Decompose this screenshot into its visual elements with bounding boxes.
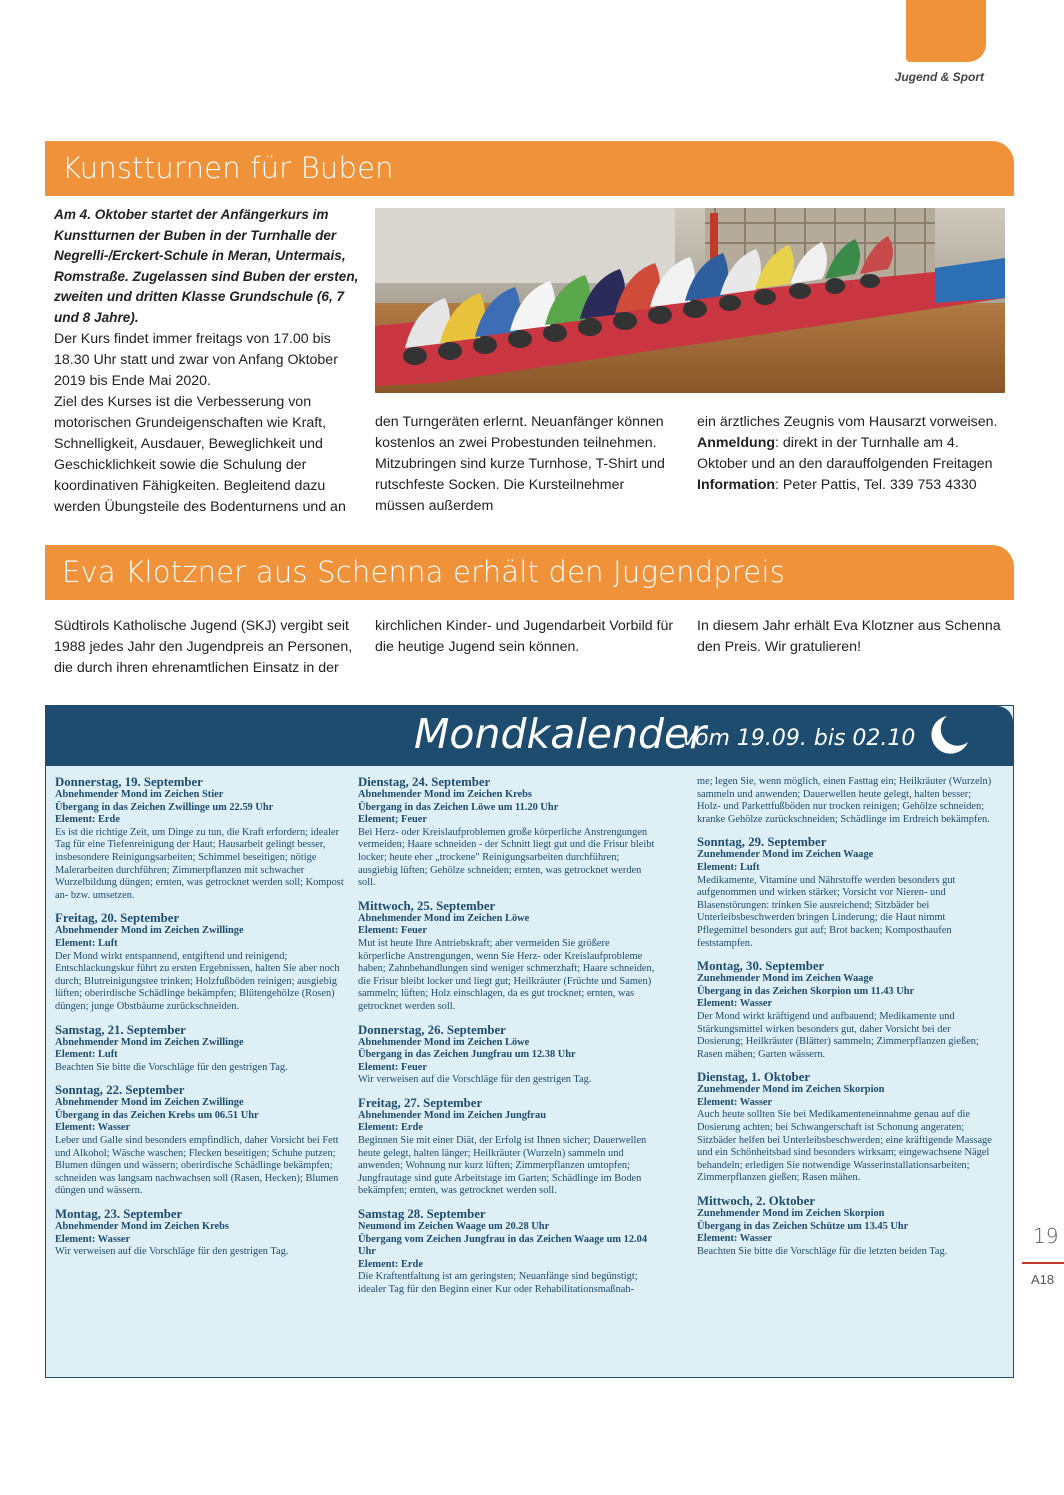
entry-moon-info: Element: Luft [55, 1049, 118, 1061]
entry-description: Beachten Sie bitte die Vorschläge für die letzten beiden Tag. [697, 1245, 948, 1257]
entry-moon-info: Element: Wasser [697, 998, 773, 1010]
article1-column-1 [54, 205, 360, 518]
mondkalender-entry [55, 911, 355, 1013]
entry-description: Wir verweisen auf die Vorschläge für den gestrigen Tag. [358, 1074, 592, 1086]
entry-moon-info: Element: Feuer [358, 925, 427, 937]
mondkalender-entry [697, 1194, 997, 1258]
article1-paragraph-1: Der Kurs findet immer freitags von 17.00 bis 18.30 Uhr statt und zwar von Anfang Oktober 2019 bis Ende Mai 2020. [54, 330, 338, 389]
entry-description: Der Mond wirkt kräftigend und aufbauend; Medikamente und Stärkungsmittel wirken besonders gut, daher Vorsicht bei der Dosierung; Heilkräuter (Blätter) sammeln; Zimmerpflanzen gießen; Rasen mähen; Garten wässern. [697, 1010, 979, 1060]
mondkalender-entry [358, 899, 658, 1014]
entry-moon-info: Element: Luft [55, 937, 118, 949]
entry-day-heading: Mittwoch, 25. September [358, 898, 496, 913]
section-label: Jugend & Sport [894, 70, 984, 84]
article1-column-2: den Turngeräten erlernt. Neuanfänger können kostenlos an zwei Probestunden teilnehmen. Mitzubringen sind kurze Turnhose, T-Shirt und rutschfeste Socken. Die Kursteilnehmer müssen außerdem [375, 414, 665, 514]
entry-description: Mut ist heute Ihre Antriebskraft; aber vermeiden Sie größere körperliche Anstrengungen, wenn Sie Herz- oder Kreislaufprobleme haben; Zahnbehandlungen sind weniger schmerzhaft; Haare schneiden, die Frisur bleibt locker und liegt gut; Heilkräuter (Früchte und Samen) sammeln; lüften; Holz einschlagen, da es gut trocknet; ernten, was getrocknet werden soll. [358, 937, 655, 1012]
anmeldung-text: : direkt in der Turnhalle am 4. Oktober und an den darauffolgenden Freitagen [697, 435, 993, 472]
mondkalender-entry [358, 1096, 658, 1198]
page-number: 19 [1033, 1224, 1059, 1248]
entry-moon-info: Übergang vom Zeichen Jungfrau in das Zeichen Waage um 12.04 Uhr [358, 1233, 648, 1258]
entry-moon-info: Übergang in das Zeichen Krebs um 06.51 Uhr [55, 1109, 259, 1121]
gymnastics-photo-illustration [375, 208, 1005, 393]
entry-description: Beginnen Sie mit einer Diät, der Erfolg ist Ihnen sicher; Dauerwellen heute gelegt, halten länger; Heilkräuter (Wurzeln) sammeln und anwenden; Wohnung nur kurz lüften; Zimmerpflanzen umtopfen; Jungfrautage sind gute Arbeitstage im Garten; Schädlinge im Boden bekämpfen; ernten, was getrocknet werden soll. [358, 1135, 647, 1197]
entry-moon-info: Element: Wasser [55, 1122, 131, 1134]
entry-moon-info: Abnehmender Mond im Zeichen Stier [55, 789, 224, 800]
entry-moon-info: Übergang in das Zeichen Skorpion um 11.43 Uhr [697, 985, 915, 997]
entry-moon-info: Übergang in das Zeichen Schütze um 13.45 Uhr [697, 1220, 909, 1232]
mondkalender-column-1 [55, 775, 355, 1268]
entry-day-heading: Dienstag, 1. Oktober [697, 1070, 811, 1085]
entry-moon-info: Übergang in das Zeichen Löwe um 11.20 Uhr [358, 801, 559, 813]
entry-day-heading: Samstag 28. September [358, 1207, 486, 1222]
entry-moon-info: Abnehmender Mond im Zeichen Zwillinge [55, 1036, 244, 1048]
entry-moon-info: Element: Wasser [55, 1233, 131, 1245]
entry-moon-info: Abnehmender Mond im Zeichen Zwillinge [55, 925, 244, 937]
article1-information [697, 475, 1007, 496]
page-code: A18 [1031, 1272, 1055, 1287]
mondkalender-entry [358, 775, 658, 890]
entry-description: Es ist die richtige Zeit, um Dinge zu tun, die Kraft erfordern; idealer Tag für eine Tiefenreinigung der Haut; Hausarbeit gelingt besser, insbesondere Reinigungsarbeiten; Schimmel beseitigen; nötige Malerarbeiten durchführen; Zimmerpflanzen mit schwacher Wurzelbildung düngen; ernten, was getrocknet werden soll; Kompost an- bzw. umsetzen. [55, 826, 344, 901]
entry-moon-info: Abnehmender Mond im Zeichen Löwe [358, 912, 530, 924]
entry-description: Bei Herz- oder Kreislaufproblemen große körperliche Anstrengungen vermeiden; Haare schneiden - der Schnitt liegt gut und die Frisur bleibt locker; heute eher „trockene" Reinigungsarbeiten durchführen; ausgiebig lüften; Gehölze schneiden; ernten, was getrocknet werden soll. [358, 826, 655, 889]
entry-day-heading: Freitag, 20. September [55, 911, 180, 926]
entry-description: Leber und Galle sind besonders empfindlich, daher Vorsicht bei Fett und Alkohol; Wäsche waschen; Flecken beseitigen; Schuhe putzen; Blumen düngen und wässern; oberirdische Schädlinge bekämpfen; schneiden was langsam nachwachsen soll (Rasen, Hecken); Blumen düngen und wässern. [55, 1135, 339, 1197]
entry-day-heading: Freitag, 27. September [358, 1095, 483, 1110]
entry-moon-info: Element: Wasser [697, 1096, 773, 1108]
entry-description: Beachten Sie bitte die Vorschläge für den gestrigen Tag. [55, 1061, 288, 1073]
entry-moon-info: Element: Erde [358, 1258, 423, 1270]
mondkalender-entry [697, 959, 997, 1061]
entry-day-heading: Sonntag, 29. September [697, 835, 827, 850]
article2-column-2: kirchlichen Kinder- und Jugendarbeit Vorbild für die heutige Jugend sein können. [375, 618, 674, 655]
information-text: : Peter Pattis, Tel. 339 753 4330 [775, 477, 977, 493]
article1-col3-text: ein ärztliches Zeugnis vom Hausarzt vorweisen. [697, 414, 998, 430]
page-number-divider [1022, 1262, 1064, 1264]
entry-moon-info: Neumond im Zeichen Waage um 20.28 Uhr [358, 1221, 550, 1233]
entry-moon-info: Element: Wasser [697, 1233, 773, 1245]
entry-moon-info: Zunehmender Mond im Zeichen Waage [697, 973, 874, 985]
mondkalender-header [46, 706, 1013, 766]
entry-day-heading: Montag, 23. September [55, 1207, 183, 1222]
entry-day-heading: Montag, 30. September [697, 959, 825, 974]
mondkalender-date-range: vom 19.09. bis 02.10 [682, 726, 916, 751]
entry-moon-info: Element; Feuer [358, 814, 427, 826]
entry-moon-info: Abnehmender Mond im Zeichen Löwe [358, 1036, 530, 1048]
article1-paragraph-2: Ziel des Kurses ist die Verbesserung von motorischen Grundeigenschaften wie Kraft, Schnelligkeit, Ausdauer, Beweglichkeit und Geschicklichkeit sowie die Schulung der koordinativen Fähigkeiten. Begleitend dazu werden Übungsteile des Bodenturnens und an [54, 393, 346, 515]
article-title-kunstturnen: Kunstturnen für Buben [45, 141, 1014, 196]
entry-moon-info: Abnehmender Mond im Zeichen Zwillinge [55, 1097, 244, 1109]
mondkalender-entry [55, 775, 355, 902]
article-title-jugendpreis: Eva Klotzner aus Schenna erhält den Jugendpreis [45, 545, 1014, 600]
entry-day-heading: Sonntag, 22. September [55, 1083, 185, 1098]
entry-description: Wir verweisen auf die Vorschläge für den gestrigen Tag. [55, 1246, 289, 1258]
entry-description: Die Kraftentfaltung ist am geringsten; Neuanfänge sind begünstigt; idealer Tag für den Beginn einer Kur oder Rehabilitationsmaßnah- [358, 1271, 638, 1295]
article2-column-3: In diesem Jahr erhält Eva Klotzner aus Schenna den Preis. Wir gratulieren! [697, 618, 1001, 655]
entry-description: Auch heute sollten Sie bei Medikamenteneinnahme genau auf die Dosierung achten; bei Schwangerschaft ist Schonung angeraten; Sitzbäder helfen bei Unterleibsbeschwerden; eine kräftigende Massage und ein Schönheitsbad sind besonders wirksam; eingewachsene Nägel behandeln; erledigen Sie notwendige Wasserinstallationsarbeiten; Zimmerpflanzen gießen; Rasen mähen. [697, 1109, 992, 1184]
mondkalender-entry [358, 1207, 658, 1297]
article1-lead: Am 4. Oktober startet der Anfängerkurs im Kunstturnen der Buben in der Turnhalle der Negrelli-/Erckert-Schule in Meran, Untermais, Romstraße. Zugelassen sind Buben der ersten, zweiten und dritten Klasse Grundschule (6, 7 und 8 Jahre). [54, 207, 359, 325]
mondkalender-entry [697, 1070, 997, 1185]
mondkalender-continued-text: me; legen Sie, wenn möglich, einen Fasttag ein; Heilkräuter (Wurzeln) sammeln und anwenden; Dauerwellen heute gelegt, halten besser; Holz- und Parkettfußböden nur trocken reinigen; Gehölze schneiden; kranke Gehölze zurückschneiden; Schädlinge im Erdreich bekämpfen. [697, 776, 992, 825]
entry-description: Medikamente, Vitamine und Nährstoffe werden besonders gut aufgenommen und wirken stärker; Vorsicht vor Nieren- und Blasenstörungen: trinken Sie ausreichend; Sitzbäder bei Unterleibsbeschwerden bringen Linderung; die Haut nimmt Pflegemittel besonders gut auf; Brot backen; Komposthaufen feststampfen. [697, 874, 956, 949]
section-tab-marker [906, 0, 986, 62]
entry-day-heading: Samstag, 21. September [55, 1022, 186, 1037]
entry-moon-info: Zunehmender Mond im Zeichen Skorpion [697, 1084, 885, 1096]
article2-column-1: Südtirols Katholische Jugend (SKJ) vergibt seit 1988 jedes Jahr den Jugendpreis an Personen, die durch ihren ehrenamtlichen Einsatz in der [54, 618, 353, 676]
mondkalender-entry [55, 1083, 355, 1198]
entry-moon-info: Element: Luft [697, 861, 760, 873]
entry-moon-info: Zunehmender Mond im Zeichen Skorpion [697, 1208, 885, 1220]
anmeldung-label: Anmeldung [697, 435, 776, 451]
mondkalender-entry [55, 1023, 355, 1075]
entry-moon-info: Abnehmender Mond im Zeichen Krebs [358, 789, 532, 800]
article1-column-3 [697, 412, 1007, 496]
mondkalender-title: Mondkalender [414, 710, 707, 758]
entry-day-heading: Donnerstag, 26. September [358, 1022, 506, 1037]
entry-moon-info: Übergang in das Zeichen Jungfrau um 12.38 Uhr [358, 1049, 576, 1061]
mondkalender-column-2 [358, 775, 658, 1306]
mondkalender-column-3 [697, 776, 997, 1267]
mondkalender-box [45, 705, 1014, 1378]
entry-moon-info: Element: Feuer [358, 1061, 427, 1073]
mondkalender-entry [358, 1023, 658, 1087]
crescent-moon-icon [926, 712, 976, 758]
entry-moon-info: Abnehmender Mond im Zeichen Jungfrau [358, 1109, 547, 1121]
entry-moon-info: Zunehmender Mond im Zeichen Waage [697, 849, 874, 861]
entry-moon-info: Element: Erde [358, 1122, 423, 1134]
entry-day-heading: Dienstag, 24. September [358, 775, 491, 789]
entry-day-heading: Mittwoch, 2. Oktober [697, 1194, 815, 1209]
mondkalender-entry [55, 1207, 355, 1259]
entry-moon-info: Übergang in das Zeichen Zwillinge um 22.59 Uhr [55, 801, 274, 813]
entry-day-heading: Donnerstag, 19. September [55, 775, 203, 789]
gymnastics-photo [375, 208, 1005, 393]
mondkalender-entry [697, 835, 997, 950]
information-label: Information [697, 477, 776, 493]
entry-description: Der Mond wirkt entspannend, entgiftend und reinigend; Entschlackungskur führt zu ersten Ergebnissen, halten Sie aber noch durch; Blutreinigungstee trinken; Holzfußböden reinigen; ausgiebig lüften; oberirdische Schädlinge bekämpfen; Blütengehölze (Rosen) düngen; junge Obstbäume zurückschneiden. [55, 950, 340, 1012]
entry-moon-info: Element: Erde [55, 814, 120, 826]
article1-anmeldung [697, 433, 1007, 475]
entry-moon-info: Abnehmender Mond im Zeichen Krebs [55, 1221, 229, 1233]
